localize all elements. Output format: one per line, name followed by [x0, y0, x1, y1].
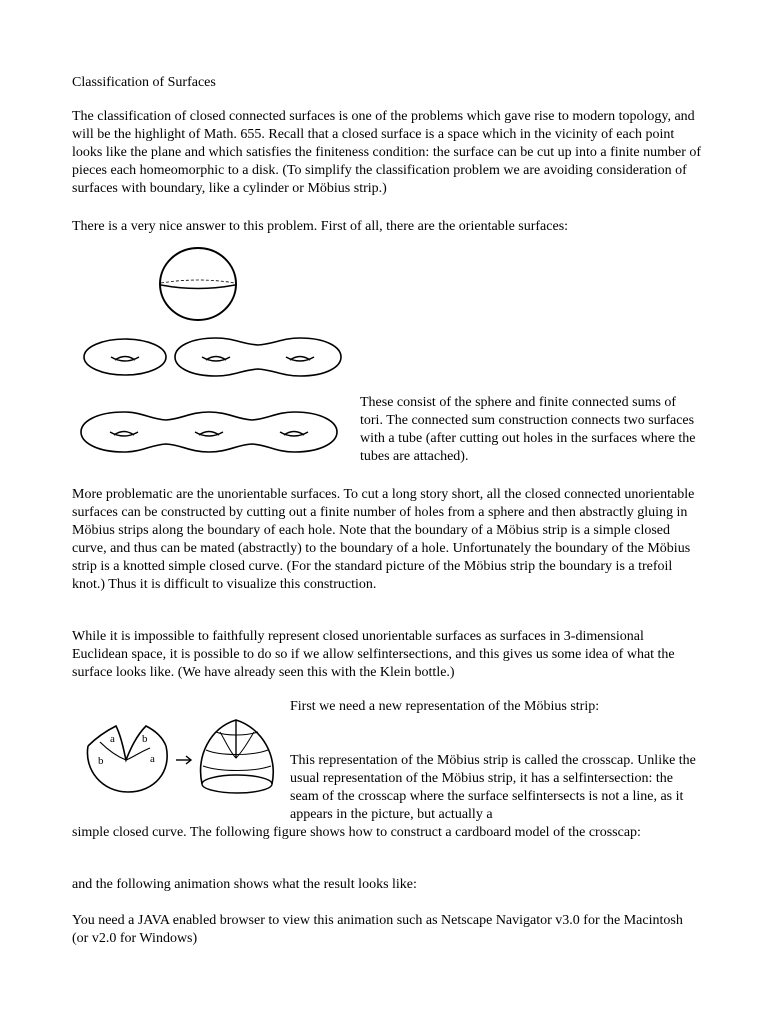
crosscap-label-a: a	[150, 753, 155, 765]
paragraph-java-note: You need a JAVA enabled browser to view this animation such as Netscape Navigator v3.0 for the Macintosh (or v2.0 for Windows)	[72, 913, 683, 946]
double-torus-figure	[172, 334, 344, 380]
paragraph-intro: The classification of closed connected surfaces is one of the problems which gave rise to modern topology, and will be the highlight of Math. 655. Recall that a closed surface is a space which in the vicinity of each point looks like the plane and which satisfies the finiteness condition: the surface can be cut up into a finite number of pieces each homeomorphic to a disk. (To simplify the classification problem we are avoiding consideration of surfaces with boundary, like a cylinder or Möbius strip.)	[72, 109, 702, 196]
paragraph-crosscap-continued: simple closed curve. The following figure shows how to construct a cardboard model of the crosscap:	[72, 825, 641, 840]
sphere-figure	[158, 246, 238, 322]
crosscap-label-b: b	[142, 733, 148, 745]
page-title: Classification of Surfaces	[72, 75, 216, 90]
paragraph-crosscap: This representation of the Möbius strip is called the crosscap. Unlike the usual representation of the Möbius strip, it has a selfintersection: the seam of the crosscap where the surface selfintersects is not a line, as it appears in the picture, but actually a	[290, 753, 696, 822]
crosscap-figure	[80, 712, 282, 796]
torus-figure	[82, 336, 168, 378]
paragraph-selfintersections: While it is impossible to faithfully represent closed unorientable surfaces as surfaces in 3-dimensional Euclidean space, it is possible to do so if we allow selfintersections, and this gives us some idea of what the surface looks like. (We have already seen this with the Klein bottle.)	[72, 629, 675, 680]
triple-torus-figure	[78, 408, 340, 456]
crosscap-label-b: b	[98, 755, 104, 767]
paragraph-new-representation: First we need a new representation of the Möbius strip:	[290, 699, 600, 714]
paragraph-animation: and the following animation shows what the result looks like:	[72, 877, 417, 892]
paragraph-unorientable: More problematic are the unorientable surfaces. To cut a long story short, all the closed connected unorientable surfaces can be constructed by cutting out a finite number of holes from a sphere and then abstractly gluing in Möbius strips along the boundary of each hole. Note that the boundary of a Möbius strip is a simple closed curve, and thus can be mated (abstractly) to the boundary of a hole. Unfortunately the boundary of the Möbius strip is a knotted simple closed curve. (For the standard picture of the Möbius strip the boundary is a trefoil knot.) Thus it is difficult to visualize this construction.	[72, 487, 695, 592]
paragraph-connected-sum: These consist of the sphere and finite connected sums of tori. The connected sum construction connects two surfaces with a tube (after cutting out holes in the surfaces where the tubes are attached).	[360, 395, 696, 464]
paragraph-orientable: There is a very nice answer to this problem. First of all, there are the orientable surfaces:	[72, 219, 569, 234]
crosscap-label-a: a	[110, 733, 115, 745]
